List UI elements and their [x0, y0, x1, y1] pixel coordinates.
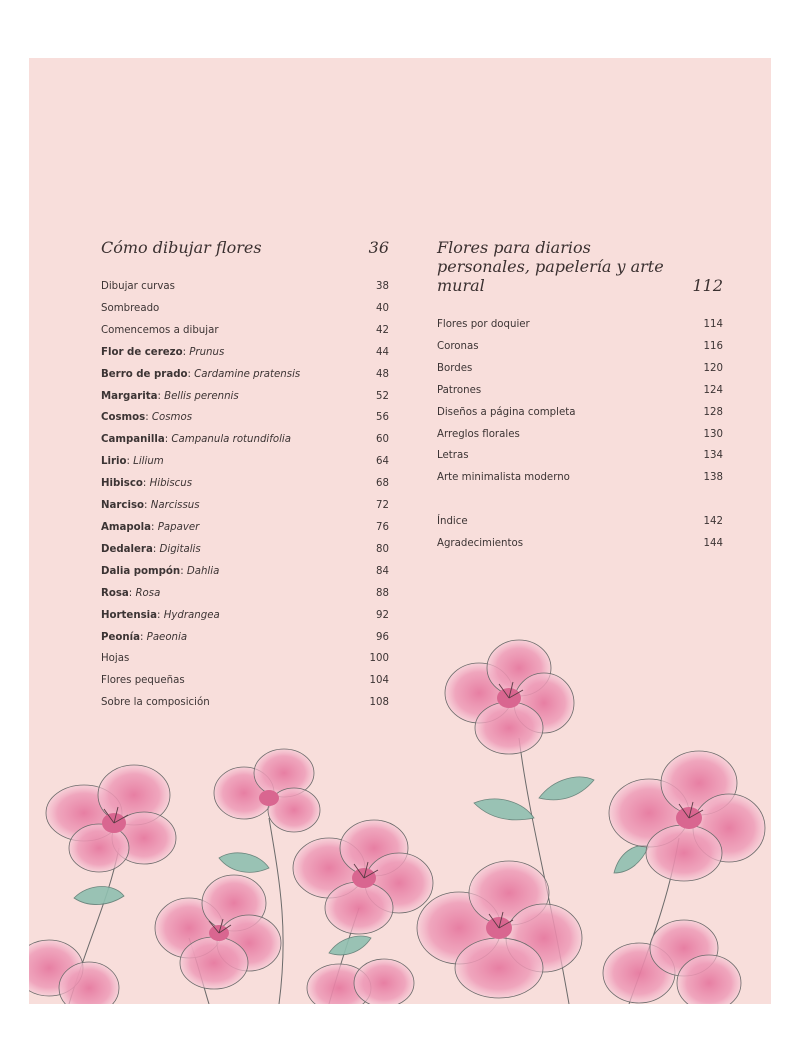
flower-name: Amapola — [101, 521, 152, 533]
toc-entry[interactable] — [101, 407, 389, 429]
latin-name: Bellis perennis — [164, 390, 239, 402]
toc-entry[interactable] — [101, 473, 389, 495]
toc-entry-page: 40 — [376, 302, 389, 314]
toc-entry[interactable] — [101, 298, 389, 320]
toc-entry-title: Hojas — [101, 653, 130, 665]
toc-entry-title: Hibisco: Hibiscus — [101, 478, 193, 490]
toc-entry-title: Dalia pompón: Dahlia — [101, 565, 220, 577]
toc-entry[interactable] — [101, 627, 389, 649]
section-page-number: 112 — [692, 276, 723, 295]
toc-entry[interactable] — [101, 670, 389, 692]
toc-entry[interactable] — [437, 424, 723, 446]
toc-entry-page: 44 — [376, 346, 389, 358]
toc-entry-page: 38 — [376, 281, 389, 292]
toc-entry-title: Comencemos a dibujar — [101, 324, 219, 336]
toc-entry-page: 104 — [369, 675, 389, 687]
flower-name: Dalia pompón — [101, 565, 181, 577]
toc-entry[interactable] — [101, 342, 389, 364]
toc-entry-title: Dibujar curvas — [101, 281, 175, 292]
toc-entry[interactable] — [101, 517, 389, 539]
toc-entry[interactable] — [437, 511, 723, 533]
toc-entry-page: 60 — [376, 434, 389, 446]
toc-entry-title: Narciso: Narcissus — [101, 500, 200, 512]
toc-entry-page: 52 — [376, 390, 389, 402]
toc-entry-page: 48 — [376, 368, 389, 380]
section-title: Cómo dibujar flores — [101, 238, 262, 257]
latin-name: Hibiscus — [149, 478, 193, 490]
book-page — [29, 58, 771, 1004]
latin-name: Rosa — [135, 587, 161, 599]
toc-entry[interactable] — [101, 364, 389, 386]
toc-entry-title: Sobre la composición — [101, 697, 210, 709]
toc-entry-title: Sombreado — [101, 302, 160, 314]
toc-entry[interactable] — [437, 467, 723, 489]
toc-entry-title: Peonía: Paeonia — [101, 631, 188, 643]
toc-entry[interactable] — [101, 648, 389, 670]
latin-name: Campanula rotundifolia — [171, 434, 291, 446]
toc-entry[interactable] — [437, 336, 723, 358]
toc-entry[interactable] — [101, 605, 389, 627]
toc-entry-title: Rosa: Rosa — [101, 587, 161, 599]
toc-entry-page: 64 — [376, 456, 389, 468]
latin-name: Cardamine pratensis — [194, 368, 301, 380]
flower-name: Cosmos — [101, 412, 146, 424]
toc-entry-title: Hortensia: Hydrangea — [101, 609, 220, 621]
toc-entry-title: Letras — [437, 450, 469, 462]
toc-right-column — [437, 238, 723, 555]
toc-entry-page: 116 — [703, 340, 723, 352]
toc-entry-page: 68 — [376, 478, 389, 490]
toc-entry-page: 120 — [703, 362, 723, 374]
toc-entry-title: Berro de prado: Cardamine pratensis — [101, 368, 301, 380]
toc-entry[interactable] — [101, 561, 389, 583]
toc-entry[interactable] — [437, 445, 723, 467]
toc-entry-page: 100 — [369, 653, 389, 665]
flower-name: Flor de cerezo — [101, 346, 183, 358]
toc-entry[interactable] — [437, 358, 723, 380]
latin-name: Lilium — [133, 456, 164, 468]
toc-entry-title: Campanilla: Campanula rotundifolia — [101, 434, 291, 446]
section-heading-flores-para-diarios[interactable] — [437, 238, 723, 295]
toc-entry-title: Patrones — [437, 384, 482, 396]
toc-entry-page: 72 — [376, 500, 389, 512]
toc-entry-title: Cosmos: Cosmos — [101, 412, 193, 424]
toc-entry[interactable] — [437, 314, 723, 336]
toc-entry[interactable] — [101, 320, 389, 342]
toc-entry-title: Flores por doquier — [437, 319, 530, 330]
latin-name: Paeonia — [146, 631, 188, 643]
latin-name: Dahlia — [186, 565, 220, 577]
toc-entry[interactable] — [101, 451, 389, 473]
flower-name: Dedalera — [101, 543, 153, 555]
latin-name: Narcissus — [150, 500, 200, 512]
toc-entry[interactable] — [101, 495, 389, 517]
flower-name: Lirio — [101, 456, 127, 468]
toc-entry[interactable] — [101, 386, 389, 408]
latin-name: Prunus — [189, 346, 225, 358]
flower-name: Rosa — [101, 587, 129, 599]
toc-entry-page: 84 — [376, 565, 389, 577]
toc-entry-page: 144 — [703, 538, 723, 550]
latin-name: Digitalis — [159, 543, 201, 555]
flower-name: Narciso — [101, 500, 145, 512]
toc-entry-title: Dedalera: Digitalis — [101, 543, 201, 555]
latin-name: Cosmos — [151, 412, 193, 424]
toc-entry[interactable] — [101, 276, 389, 298]
toc-extras-list — [437, 511, 723, 555]
toc-entry-page: 124 — [703, 384, 723, 396]
toc-entry-page: 142 — [703, 516, 723, 528]
toc-entry-page: 80 — [376, 543, 389, 555]
toc-entry-page: 130 — [703, 428, 723, 440]
toc-entry-title: Lirio: Lilium — [101, 456, 164, 468]
toc-entry[interactable] — [437, 380, 723, 402]
latin-name: Hydrangea — [163, 609, 220, 621]
toc-entry-page: 88 — [376, 587, 389, 599]
toc-entry-page: 138 — [703, 472, 723, 484]
toc-entry[interactable] — [101, 429, 389, 451]
toc-entry[interactable] — [101, 539, 389, 561]
toc-entry-title: Diseños a página completa — [437, 406, 576, 418]
toc-entry-title: Amapola: Papaver — [101, 521, 200, 533]
toc-entry-title: Flores pequeñas — [101, 675, 185, 687]
toc-list — [101, 276, 389, 714]
toc-list — [437, 314, 723, 489]
toc-entry[interactable] — [101, 692, 389, 714]
toc-entry-title: Bordes — [437, 362, 473, 374]
toc-entry-page: 128 — [703, 406, 723, 418]
flower-name: Peonía — [101, 631, 140, 643]
toc-entry-title: Agradecimientos — [437, 538, 524, 550]
toc-entry-page: 134 — [703, 450, 723, 462]
toc-entry-title: Flor de cerezo: Prunus — [101, 346, 225, 358]
toc-entry-title: Margarita: Bellis perennis — [101, 390, 239, 402]
section-page-number: 36 — [368, 238, 389, 257]
section-title: Flores para diarios personales, papelería y arte mural — [437, 238, 664, 295]
toc-entry-page: 92 — [376, 609, 389, 621]
toc-entry-page: 108 — [369, 697, 389, 709]
flower-name: Hortensia — [101, 609, 158, 621]
toc-entry-page: 96 — [376, 631, 389, 643]
toc-entry-title: Arreglos florales — [437, 428, 520, 440]
flower-name: Campanilla — [101, 434, 165, 446]
toc-entry-page: 76 — [376, 521, 389, 533]
toc-entry-page: 114 — [703, 319, 723, 330]
toc-entry-title: Arte minimalista moderno — [437, 472, 570, 484]
toc-entry[interactable] — [437, 402, 723, 424]
flower-name: Berro de prado — [101, 368, 188, 380]
toc-entry-page: 42 — [376, 324, 389, 336]
toc-entry-title: Índice — [437, 516, 468, 528]
latin-name: Papaver — [157, 521, 200, 533]
section-heading-como-dibujar-flores[interactable] — [101, 238, 389, 257]
flower-name: Hibisco — [101, 478, 143, 490]
flower-name: Margarita — [101, 390, 158, 402]
toc-entry-title: Coronas — [437, 340, 479, 352]
toc-entry-page: 56 — [376, 412, 389, 424]
toc-entry[interactable] — [437, 533, 723, 555]
toc-left-column — [101, 238, 389, 714]
toc-entry[interactable] — [101, 583, 389, 605]
